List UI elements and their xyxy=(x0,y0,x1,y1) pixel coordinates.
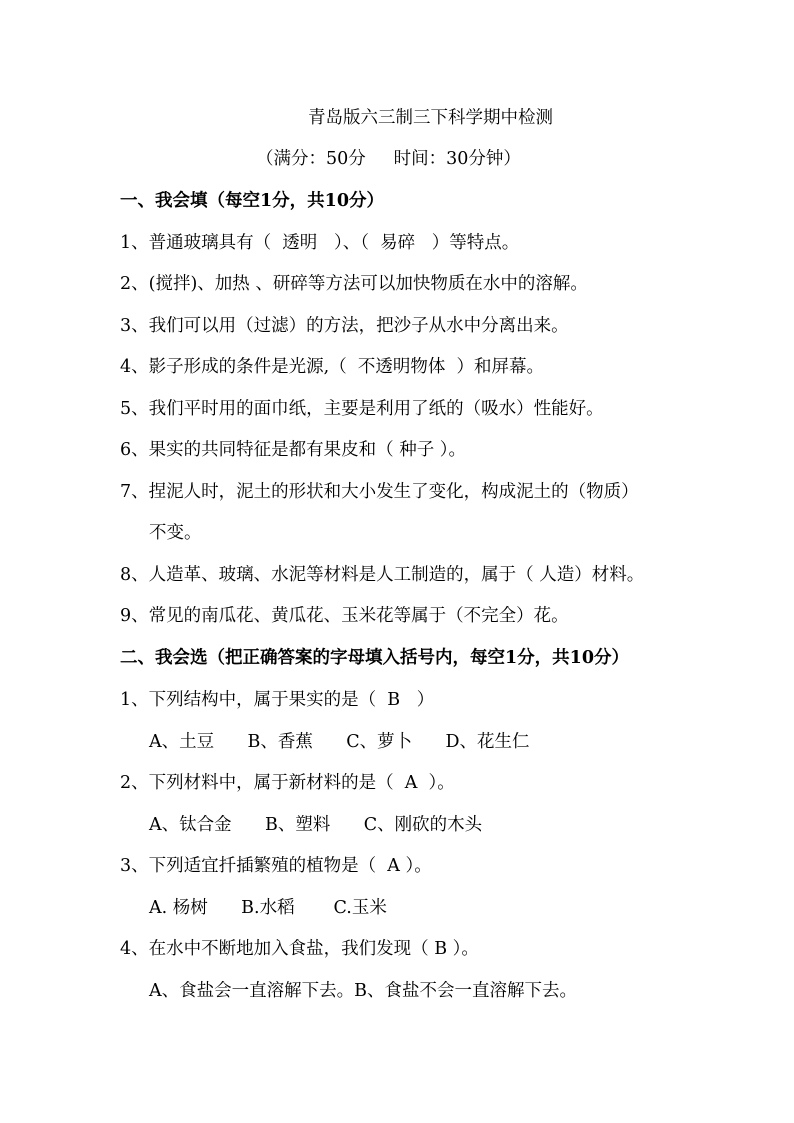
section1-heading: 一、我会填（每空1分，共10分） xyxy=(120,191,385,211)
fill-item-2: 2、(搅拌)、加热 、研碎等方法可以加快物质在水中的溶解。 xyxy=(120,274,588,294)
fill-item-5: 5、我们平时用的面巾纸，主要是利用了纸的（吸水）性能好。 xyxy=(120,399,604,419)
section2-heading: 二、我会选（把正确答案的字母填入括号内，每空1分，共10分） xyxy=(120,648,630,668)
fill-item-7-continued: 不变。 xyxy=(149,523,202,543)
choice-options-1: A、土豆 B、香蕉 C、萝卜 D、花生仁 xyxy=(149,732,530,752)
choice-options-2: A、钛合金 B、塑料 C、刚砍的木头 xyxy=(149,815,483,835)
fill-item-6: 6、果实的共同特征是都有果皮和（ 种子 ）。 xyxy=(120,440,467,460)
fill-item-3: 3、我们可以用（过滤）的方法，把沙子从水中分离出来。 xyxy=(120,316,569,336)
fill-item-9: 9、常见的南瓜花、黄瓜花、玉米花等属于（不完全）花。 xyxy=(120,606,569,626)
page-title: 青岛版六三制三下科学期中检测 xyxy=(308,108,553,128)
fill-item-4: 4、影子形成的条件是光源,（ 不透明物体 ）和屏幕。 xyxy=(120,357,544,377)
choice-question-4: 4、在水中不断地加入食盐，我们发现（ B ）。 xyxy=(120,939,479,959)
fill-item-1: 1、普通玻璃具有（ 透明 ）、（ 易碎 ）等特点。 xyxy=(120,233,520,253)
page-subtitle: （满分：50分 时间：30分钟） xyxy=(256,149,521,169)
choice-options-3: A. 杨树 B.水稻 C.玉米 xyxy=(149,898,387,918)
choice-question-1: 1、下列结构中，属于果实的是（ B ） xyxy=(120,690,435,710)
choice-question-2: 2、下列材料中，属于新材料的是（ A ）。 xyxy=(120,773,455,793)
choice-options-4: A、食盐会一直溶解下去。B、食盐不会一直溶解下去。 xyxy=(149,981,577,1001)
fill-item-7: 7、捏泥人时，泥土的形状和大小发生了变化，构成泥土的（物质） xyxy=(120,482,639,502)
fill-item-8: 8、人造革、玻璃、水泥等材料是人工制造的，属于（ 人造）材料。 xyxy=(120,565,645,585)
choice-question-3: 3、下列适宜扦插繁殖的植物是（ A ）。 xyxy=(120,856,432,876)
